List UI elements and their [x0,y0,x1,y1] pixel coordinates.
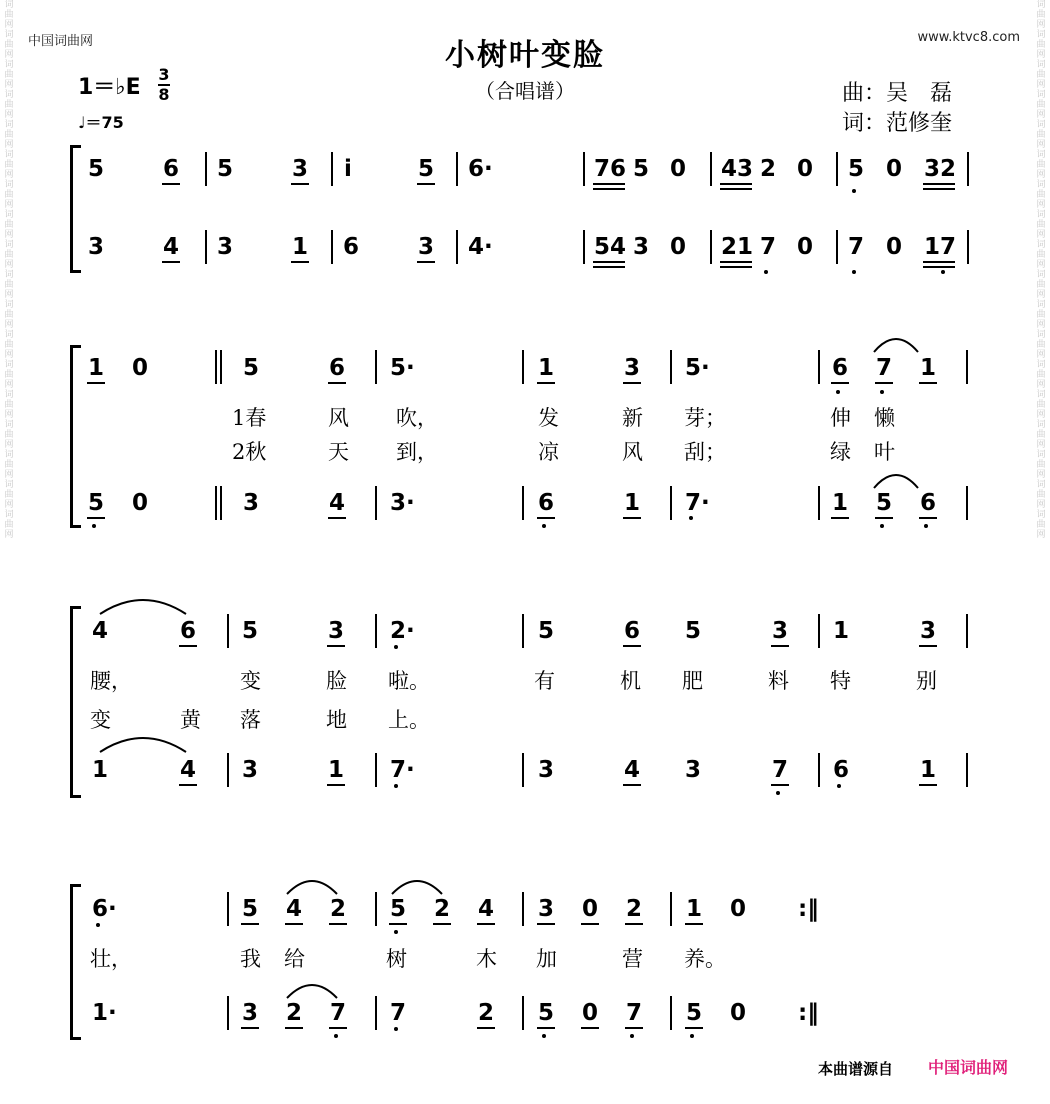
note: 1 [88,355,105,381]
lyric: 落 [240,708,261,732]
note: 5 [686,1000,703,1026]
lyric: 树 [386,947,407,971]
note: 7 [390,1000,407,1026]
note: 0 [132,490,149,516]
note: 3 [920,618,937,644]
note: 6 [832,355,849,381]
note: 1 [624,490,641,516]
note: 4 [329,490,346,516]
site-watermark-url: www.ktvc8.com [917,30,1020,45]
song-subtitle: （合唱谱） [475,79,575,103]
note: 3 [772,618,789,644]
note: 1 [538,355,555,381]
lyric: 腰， [90,669,132,693]
lyric: 脸 [326,669,347,693]
note: 7 [876,355,893,381]
lyric: 风 [328,406,349,430]
note: 4 [624,757,641,783]
note: 6· [468,156,493,182]
note: 0 [797,156,814,182]
note: 3 [292,156,309,182]
note: 5 [88,490,105,516]
repeat-sign: :‖ [798,896,819,922]
note: 1 [328,757,345,783]
note: 3 [538,896,555,922]
note: 2 [478,1000,495,1026]
note: 2 [626,896,643,922]
note: 7· [390,757,415,783]
note: 3 [685,757,702,783]
note: 5 [243,355,260,381]
note: 0 [886,234,903,260]
lyric: 新 [622,406,643,430]
note: 4 [92,618,109,644]
note: 0 [582,896,599,922]
note: 43 [721,156,754,182]
lyric: 肥 [682,669,703,693]
site-watermark-cn: 中国词曲网 [28,34,94,49]
note: 54 [594,234,627,260]
lyric: 1春 [232,406,267,430]
lyric: 叶 [874,440,895,464]
note: 1 [92,757,109,783]
note: 7 [848,234,865,260]
lyric: 伸 [830,406,851,430]
note: 3 [217,234,234,260]
note: 6 [833,757,850,783]
side-watermark-right: 词曲网词曲网词曲网词曲网词曲网词曲网词曲网词曲网词曲网词曲网词曲网词曲网词曲网词曲网词曲网词曲网词曲网词曲网 [1036,0,1046,540]
note: 5· [390,355,415,381]
lyric: 别 [916,669,937,693]
lyric: 我 [240,947,261,971]
note: 2 [286,1000,303,1026]
lyric: 刮； [684,440,726,464]
note: 0 [886,156,903,182]
note: 6 [624,618,641,644]
note: 1 [292,234,309,260]
note: 5 [242,896,259,922]
note: 1 [686,896,703,922]
note: 3· [390,490,415,516]
lyric: 地 [326,708,347,732]
time-bottom: 8 [158,85,170,104]
note: 2 [760,156,777,182]
note: 3 [418,234,435,260]
lyric: 养。 [684,947,726,971]
lyric: 机 [620,669,641,693]
lyric: 天 [328,440,349,464]
note: 0 [132,355,149,381]
note: 5 [633,156,650,182]
note: 7 [626,1000,643,1026]
note: 3 [538,757,555,783]
lyricist-credit: 词：范修奎 [842,111,953,136]
note: 5 [88,156,105,182]
note: i [344,156,352,182]
lyric: 壮， [90,947,132,971]
lyric: 芽； [684,406,726,430]
lyric: 吹， [396,406,438,430]
note: 3 [328,618,345,644]
note: 4· [468,234,493,260]
note: 1 [920,757,937,783]
note: 6· [92,896,117,922]
lyric: 木 [476,947,497,971]
lyric: 特 [830,669,851,693]
lyric: 变 [240,669,261,693]
lyric: 有 [534,669,555,693]
note: 5 [390,896,407,922]
lyric: 懒 [874,406,895,430]
note: 3 [242,1000,259,1026]
lyric: 啦。 [388,669,430,693]
repeat-sign: :‖ [798,1000,819,1026]
note: 2 [330,896,347,922]
lyric: 发 [538,406,559,430]
note: 0 [797,234,814,260]
note: 17 [924,234,957,260]
lyric: 绿 [830,440,851,464]
note: 32 [924,156,957,182]
lyric: 2秋 [232,440,267,464]
note: 21 [721,234,754,260]
lyric: 营 [622,947,643,971]
note: 6 [163,156,180,182]
note: 5 [685,618,702,644]
note: 2· [390,618,415,644]
source-label: 本曲谱源自 [818,1060,894,1078]
note: 1· [92,1000,117,1026]
note: 5 [217,156,234,182]
lyric: 料 [768,669,789,693]
note: 4 [478,896,495,922]
note: 3 [633,234,650,260]
note: 0 [582,1000,599,1026]
note: 4 [163,234,180,260]
note: 7 [760,234,777,260]
note: 6 [343,234,360,260]
lyric: 凉 [538,440,559,464]
note: 3 [243,490,260,516]
side-watermark-left: 词曲网词曲网词曲网词曲网词曲网词曲网词曲网词曲网词曲网词曲网词曲网词曲网词曲网词曲网词曲网词曲网词曲网词曲网 [4,0,14,540]
note: 6 [329,355,346,381]
lyric: 上。 [388,708,430,732]
note: 6 [920,490,937,516]
note: 0 [730,1000,747,1026]
note: 5 [242,618,259,644]
note: 5 [538,1000,555,1026]
lyric: 风 [622,440,643,464]
note: 3 [242,757,259,783]
note: 7 [772,757,789,783]
note: 3 [88,234,105,260]
note: 7 [330,1000,347,1026]
note: 2 [434,896,451,922]
note: 5· [685,355,710,381]
note: 0 [670,234,687,260]
lyric: 黄 [180,708,201,732]
lyric: 变 [90,708,111,732]
note: 1 [833,618,850,644]
lyric: 加 [536,947,557,971]
note: 1 [920,355,937,381]
note: 76 [594,156,627,182]
note: 4 [180,757,197,783]
note: 3 [624,355,641,381]
note: 4 [286,896,303,922]
note: 0 [670,156,687,182]
note: 6 [538,490,555,516]
note: 5 [538,618,555,644]
note: 5 [876,490,893,516]
source-site: 中国词曲网 [928,1058,1009,1077]
note: 7· [685,490,710,516]
lyric: 到， [396,440,438,464]
note: 6 [180,618,197,644]
key-signature: 1＝♭E [78,75,141,100]
note: 5 [848,156,865,182]
time-top: 3 [158,65,170,84]
note: 0 [730,896,747,922]
note: 1 [832,490,849,516]
song-title: 小树叶变脸 [445,38,605,73]
composer-credit: 曲：吴 磊 [842,81,953,106]
tempo-marking: ♩＝75 [78,113,124,132]
lyric: 给 [284,947,305,971]
note: 5 [418,156,435,182]
